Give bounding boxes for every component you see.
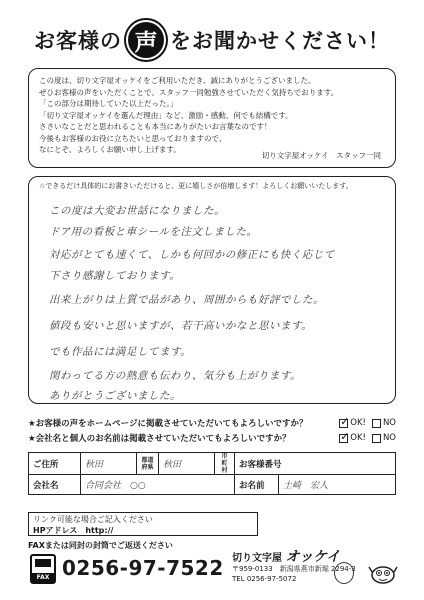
link-box[interactable] (28, 512, 258, 536)
page-title (0, 18, 424, 62)
fax-icon (30, 554, 56, 584)
homepage-consent-row (28, 416, 396, 430)
ok-label: OK! (350, 433, 366, 443)
handwritten-line: 値段も安いと思いますが、若干高いかなと思います。 (49, 320, 313, 332)
checkbox-icon[interactable] (372, 419, 381, 428)
address-city-field[interactable]: 秋田 (159, 453, 215, 475)
handwritten-line: 出来上がりは上質で品があり、周囲からも好評でした。 (49, 294, 324, 306)
homepage-ok-option[interactable] (339, 418, 366, 428)
handwritten-line: 下さり感謝しております。 (49, 270, 181, 282)
homepage-consent-question: ★お客様の声をホームページに掲載させていただいてもよろしいですか？ (28, 419, 308, 429)
no-label: NO (382, 418, 396, 428)
name-consent-row (28, 431, 396, 445)
shop-address-line: 〒959-0133 新潟県燕市新堀 2294-3 (232, 565, 356, 573)
shop-tel-line: TEL 0256-97-5072 (232, 575, 297, 583)
title-text-after: をお聞かせください！ (170, 29, 390, 53)
company-label: 会社名 (29, 475, 81, 495)
handwritten-line: ありがとうございました。 (49, 390, 181, 402)
customer-info-table (28, 452, 396, 495)
shop-brand: オッケイ (285, 549, 341, 565)
intro-message-box (28, 68, 396, 168)
address-label: ご住所 (29, 453, 81, 475)
intro-line: なにとぞ、よろしくお願い申し上げます。 (39, 145, 181, 154)
link-label: リンク可能な場合ご記入ください (33, 515, 153, 524)
shop-prefix: 切り文字屋 (232, 553, 282, 564)
name-label: お名前 (235, 475, 279, 495)
checkbox-checked-icon[interactable] (339, 434, 348, 443)
handwritten-line: 対応がとても速くて、しかも何回かの修正にも快く応じて (49, 249, 335, 261)
handwritten-line: ドア用の看板と車シールを注文しました。 (49, 226, 258, 238)
intro-line: 「切り文字屋オッケイを選んだ理由」など、激励・感動、何でも結構です。 (39, 110, 293, 120)
intro-line: この度は、切り文字屋オッケイをご利用いただき、誠にありがとうございました。 (39, 76, 316, 85)
customer-number-label: お客様番号 (235, 453, 396, 475)
shop-name (232, 546, 340, 566)
checkbox-checked-icon[interactable] (339, 419, 348, 428)
fax-icon-label: FAX (32, 573, 54, 582)
intro-line: 「この部分は期待していた以上だった。」 (39, 99, 178, 108)
stamp-icon (334, 562, 354, 584)
checkbox-icon[interactable] (372, 434, 381, 443)
name-consent-question: ★会社名と個人のお名前は掲載させていただいてもよろしいですか？ (28, 434, 291, 444)
handwritten-line: この度は大変お世話になりました。 (49, 205, 225, 217)
address-prefecture-field[interactable]: 秋田 (81, 453, 137, 475)
fax-caption: FAXまたは同封の封筒でご返送ください (28, 541, 173, 550)
ok-label: OK! (350, 418, 366, 428)
name-no-option[interactable] (372, 433, 396, 443)
comment-box[interactable] (28, 176, 396, 404)
intro-signature: 切り文字屋オッケイ スタッフ一同 (261, 150, 381, 160)
city-label: 市町村 (215, 453, 235, 475)
handwritten-line: 関わってる方の熱意も伝わり、気分も上がります。 (49, 370, 302, 382)
company-field[interactable]: 合同会社 ○○ (81, 475, 235, 495)
voice-badge-icon: 声 (126, 20, 166, 60)
intro-line: ぜひお客様の声をいただくことで、スタッフ一同勉強させていただく気持ちでおります。 (39, 87, 339, 97)
prefecture-label: 都道府県 (137, 453, 159, 475)
title-text-before: お客様の (34, 29, 122, 53)
comment-prompt: ☆できるだけ具体的にお書きいただけると、更に嬉しさが倍増します！よろしくお願いいたします。 (39, 182, 353, 190)
intro-line: 今後もお客様のお役に立ちたいと思っておりますので、 (39, 133, 227, 143)
name-ok-option[interactable] (339, 433, 366, 443)
hp-address-label: HPアドレス http:// (33, 526, 114, 535)
intro-line: ささいなことだと思われることも本当にありがたいお言葉なのです！ (39, 122, 272, 131)
name-field[interactable]: 土崎 宏人 (279, 475, 396, 495)
mascot-icon (368, 560, 398, 586)
handwritten-line: でも作品には満足してます。 (49, 346, 192, 358)
no-label: NO (382, 433, 396, 443)
fax-number: 0256-97-7522 (62, 556, 224, 580)
homepage-no-option[interactable] (372, 418, 396, 428)
